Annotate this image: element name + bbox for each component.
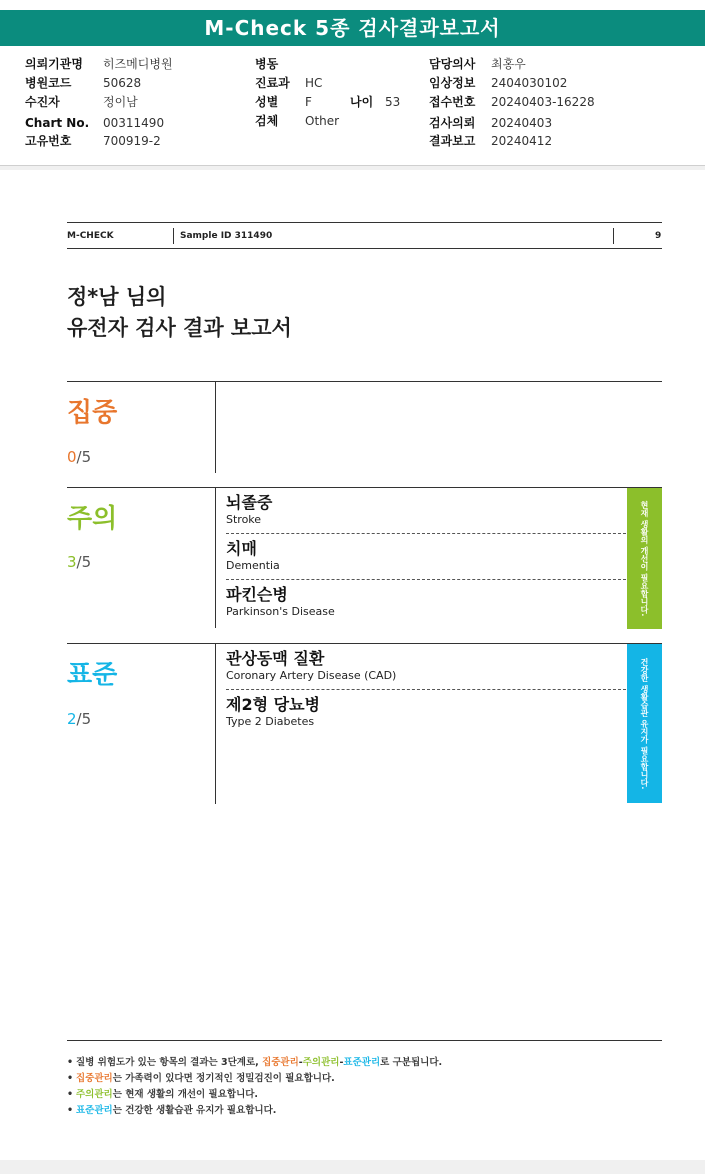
patient-info	[0, 55, 705, 155]
group-caution-count-total: /5	[76, 553, 92, 571]
group-caution-count	[67, 553, 91, 571]
disease-name-en: Parkinson's Disease	[226, 605, 335, 618]
specimen-label: 검체	[255, 114, 279, 128]
report-title: M-Check 5종 검사결과보고서	[0, 10, 705, 46]
note-text: 질병 위험도가 있는 항목의 결과는 3단계로,	[76, 1057, 263, 1068]
list-item	[226, 690, 626, 736]
group-caution-count-value: 3	[67, 553, 77, 571]
chart-no-label: Chart No.	[25, 116, 90, 130]
request-value: 20240403	[491, 116, 553, 130]
hospital-code-value: 50628	[103, 76, 142, 90]
disease-name-ko: 제2형 당뇨병	[226, 695, 320, 714]
bullet: •	[67, 1105, 74, 1116]
report-header	[0, 0, 705, 166]
group-caution-items	[226, 488, 626, 626]
report-date-value: 20240412	[491, 134, 553, 148]
group-divider	[215, 488, 216, 628]
note-line	[67, 1071, 662, 1087]
focus-keyword: 집중관리	[262, 1057, 299, 1068]
doctor-label: 담당의사	[429, 57, 476, 71]
disease-name-ko: 치매	[226, 539, 257, 558]
note-text: 로 구분됩니다.	[380, 1057, 443, 1068]
sex-label: 성별	[255, 95, 279, 109]
disease-name-en: Dementia	[226, 559, 280, 572]
group-focus-count-total: /5	[76, 448, 92, 466]
group-standard-count	[67, 710, 91, 728]
disease-name-ko: 파킨슨병	[226, 585, 288, 604]
institution-label: 의뢰기관명	[25, 57, 83, 71]
report-page	[0, 170, 705, 1160]
heading-line-2: 유전자 검사 결과 보고서	[67, 316, 292, 340]
unique-no-value: 700919-2	[103, 134, 161, 148]
ward-label: 병동	[255, 57, 279, 71]
group-standard-name: 표준	[67, 660, 118, 690]
institution-value: 히즈메디병원	[103, 57, 173, 71]
group-standard-count-total: /5	[76, 710, 92, 728]
standard-keyword: 표준관리	[76, 1105, 113, 1116]
caution-keyword: 주의관리	[76, 1089, 113, 1100]
group-focus-count-value: 0	[67, 448, 77, 466]
recipient-value: 정이남	[103, 95, 138, 109]
disease-name-en: Type 2 Diabetes	[226, 715, 315, 728]
note-text: 는 건강한 생활습관 유지가 필요합니다.	[112, 1105, 277, 1116]
hospital-code-label: 병원코드	[25, 76, 72, 90]
page-number: 9	[655, 231, 662, 241]
recipient-label: 수진자	[25, 95, 60, 109]
group-focus-count	[67, 448, 91, 466]
doctor-value: 최홍우	[491, 57, 526, 71]
standard-side-note: 건강한 생활습관 유지가 필요합니다.	[627, 644, 662, 803]
note-dash: -	[298, 1057, 303, 1068]
bullet: •	[67, 1073, 74, 1084]
running-header-divider	[613, 228, 614, 244]
clinical-value: 2404030102	[491, 76, 568, 90]
group-standard-count-value: 2	[67, 710, 77, 728]
sex-value: F	[305, 95, 312, 109]
note-text: 는 현재 생활의 개선이 필요합니다.	[112, 1089, 259, 1100]
caution-side-note: 현재 생활의 개선이 필요합니다.	[627, 488, 662, 629]
list-item	[226, 534, 626, 580]
disease-name-ko: 뇌졸중	[226, 493, 273, 512]
note-line	[67, 1087, 662, 1103]
running-header-brand: M-CHECK	[67, 231, 114, 241]
group-focus	[67, 381, 662, 473]
list-item	[226, 644, 626, 690]
dept-label: 진료과	[255, 76, 290, 90]
request-label: 검사의뢰	[429, 116, 476, 130]
chart-no-value: 00311490	[103, 116, 165, 130]
standard-keyword: 표준관리	[343, 1057, 381, 1068]
disease-name-en: Coronary Artery Disease (CAD)	[226, 669, 397, 682]
running-header	[67, 222, 662, 249]
running-header-divider	[173, 228, 174, 244]
disease-name-en: Stroke	[226, 513, 262, 526]
legend-notes	[67, 1040, 662, 1119]
sample-id: Sample ID 311490	[180, 231, 273, 241]
age-value: 53	[385, 95, 401, 109]
bullet: •	[67, 1089, 74, 1100]
caution-keyword: 주의관리	[302, 1057, 340, 1068]
unique-no-label: 고유번호	[25, 134, 72, 148]
focus-keyword: 집중관리	[76, 1073, 113, 1084]
group-focus-name: 집중	[67, 398, 118, 428]
group-divider	[215, 382, 216, 473]
list-item	[226, 488, 626, 534]
clinical-label: 임상정보	[429, 76, 476, 90]
heading-line-1: 정*남 님의	[67, 285, 167, 309]
dept-value: HC	[305, 76, 323, 90]
receipt-value: 20240403-16228	[491, 95, 595, 109]
age-label: 나이	[350, 95, 374, 109]
group-standard	[67, 643, 662, 803]
list-item	[226, 580, 626, 626]
group-divider	[215, 644, 216, 804]
note-line	[67, 1103, 662, 1119]
report-date-label: 결과보고	[429, 134, 476, 148]
group-caution-name: 주의	[67, 504, 118, 534]
bullet: •	[67, 1057, 74, 1068]
specimen-value: Other	[305, 114, 340, 128]
note-dash: -	[339, 1057, 344, 1068]
receipt-label: 접수번호	[429, 95, 476, 109]
group-caution	[67, 487, 662, 628]
disease-name-ko: 관상동맥 질환	[226, 649, 325, 668]
group-standard-items	[226, 644, 626, 736]
page-heading	[67, 282, 292, 344]
note-line	[67, 1055, 662, 1071]
note-text: 는 가족력이 있다면 정기적인 정밀검진이 필요합니다.	[112, 1073, 335, 1084]
